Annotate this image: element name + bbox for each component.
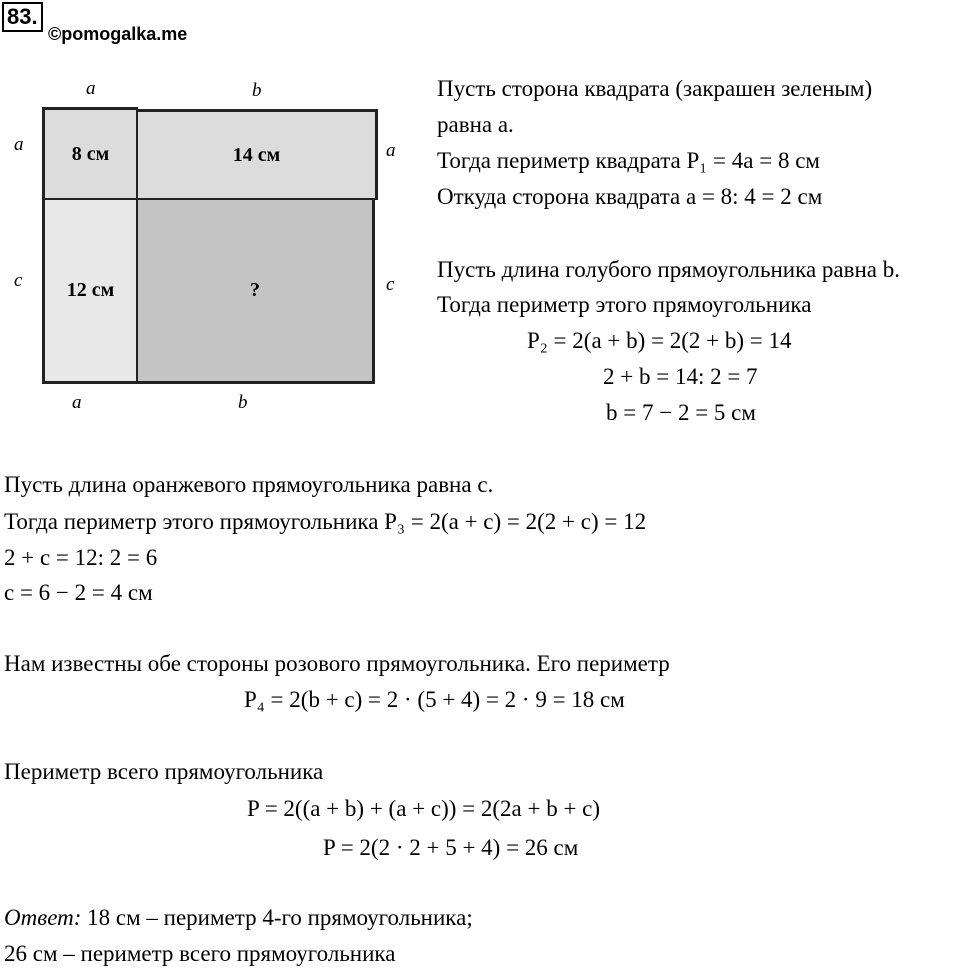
label-right-c: c <box>386 274 395 295</box>
body-line-o1: Пусть длина оранжевого прямоугольника равна c. <box>4 472 494 497</box>
watermark: ©pomogalka.me <box>48 24 188 44</box>
problem-number: 83. <box>2 2 43 32</box>
cell-tr-label: 14 см <box>232 143 281 166</box>
text-line-3: Тогда периметр квадрата P₁ = 4a = 8 см <box>437 148 820 173</box>
answer-line-2: 26 см – периметр всего прямоугольника <box>4 941 396 966</box>
label-top-a: a <box>86 78 96 99</box>
label-left-c: c <box>14 270 23 291</box>
body-line-p1: Нам известны обе стороны розового прямоугольника. Его периметр <box>4 651 670 676</box>
label-bottom-b: b <box>238 392 248 413</box>
cell-rect-12 <box>42 200 138 384</box>
cell-tl-label: 8 см <box>71 142 110 165</box>
body-line-o2: Тогда периметр этого прямоугольника P₃ = 2(a + c) = 2(2 + c) = 12 <box>4 509 647 534</box>
answer-label: Ответ: <box>4 905 82 930</box>
equation-b-value: b = 7 − 2 = 5 см <box>606 400 756 425</box>
text-line-5: Пусть длина голубого прямоугольника равна b. <box>437 257 900 282</box>
label-bottom-a: a <box>72 392 82 413</box>
text-line-4: Откуда сторона квадрата a = 8: 4 = 2 см <box>437 184 823 209</box>
cell-br-label: ? <box>250 279 260 301</box>
label-left-a: a <box>14 134 24 155</box>
equation-b-sum: 2 + b = 14: 2 = 7 <box>603 364 758 389</box>
equation-p2: P₂ = 2(a + b) = 2(2 + b) = 14 <box>527 328 792 353</box>
cell-unknown <box>138 200 375 384</box>
text-line-1: Пусть сторона квадрата (закрашен зеленым) <box>437 76 873 101</box>
label-top-b: b <box>252 80 262 101</box>
cell-bl-label: 12 см <box>66 279 115 301</box>
answer-line-1 <box>4 904 473 932</box>
label-right-a: a <box>386 140 396 161</box>
body-line-o4: c = 6 − 2 = 4 см <box>4 580 153 605</box>
answer-text-1: 18 см – периметр 4-го прямоугольника; <box>81 905 473 930</box>
cell-rect-14 <box>138 109 378 200</box>
equation-p-value: P = 2(2 · 2 + 5 + 4) = 26 см <box>323 835 579 860</box>
equation-p-general: P = 2((a + b) + (a + c)) = 2(2a + b + c) <box>247 796 601 821</box>
body-line-w1: Периметр всего прямоугольника <box>4 759 324 784</box>
text-line-6: Тогда периметр этого прямоугольника <box>437 292 812 317</box>
cell-square-8 <box>42 107 138 200</box>
body-line-o3: 2 + c = 12: 2 = 6 <box>4 545 158 570</box>
text-line-2: равна a. <box>437 112 514 137</box>
equation-p4: P₄ = 2(b + c) = 2 · (5 + 4) = 2 · 9 = 18 см <box>244 687 625 712</box>
